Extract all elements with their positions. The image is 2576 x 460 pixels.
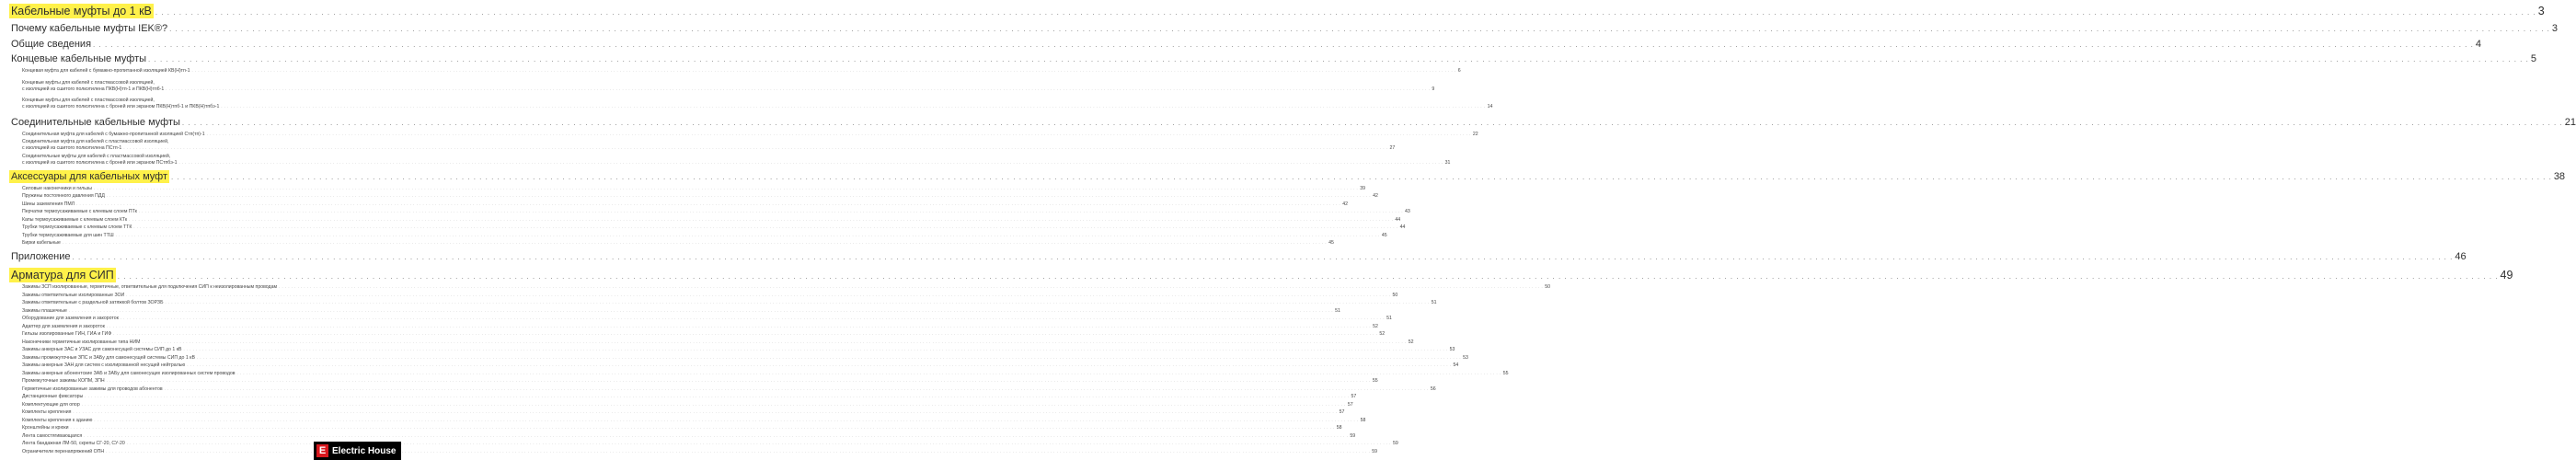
toc-entry-line: Соединительная муфта для кабелей с пластмассовой изоляцией, bbox=[22, 139, 169, 144]
toc-entry[interactable] bbox=[0, 394, 1357, 399]
toc-entry[interactable] bbox=[0, 425, 1342, 431]
dot-leader bbox=[107, 378, 1371, 383]
toc-page-number: 6 bbox=[1457, 68, 1461, 74]
toc-entry-line: Концевые муфты для кабелей с пластмассовой изоляцией, bbox=[22, 80, 155, 86]
dot-leader bbox=[113, 331, 1377, 336]
toc-section[interactable] bbox=[0, 5, 2545, 17]
toc-entry-title: Зажимы плашечные bbox=[22, 308, 67, 314]
toc-page-number: 9 bbox=[1432, 86, 1435, 92]
toc-title-wrap bbox=[22, 378, 105, 384]
toc-entry[interactable] bbox=[0, 300, 1437, 305]
toc-entry-title: Гильзы изолированные ГИН, ГИА и ГИФ bbox=[22, 331, 112, 337]
toc-page-number: 4 bbox=[2475, 39, 2481, 50]
toc-entry[interactable] bbox=[0, 224, 1406, 230]
toc-page-number: 21 bbox=[2564, 117, 2576, 128]
toc-page-number: 52 bbox=[1379, 331, 1386, 337]
toc-entry[interactable] bbox=[0, 233, 1387, 238]
toc-page-number: 59 bbox=[1372, 449, 1378, 454]
dot-leader bbox=[116, 233, 1380, 237]
dot-leader bbox=[84, 433, 1348, 438]
toc-title-wrap bbox=[22, 240, 61, 246]
toc-title-wrap bbox=[22, 425, 69, 431]
toc-page-number: 58 bbox=[1360, 418, 1366, 423]
electric-house-logo bbox=[314, 442, 401, 460]
toc-entry-title: Зажимы ответвительные с раздельной затяжкой болтов ЗОРЗБ bbox=[22, 300, 164, 305]
toc-page-number: 39 bbox=[1360, 186, 1365, 191]
toc-entry[interactable] bbox=[0, 331, 1386, 337]
toc-entry-title: Пружины постоянного давления ПДД bbox=[22, 193, 105, 199]
toc-entry-title: Перчатки термоусаживаемые с клеевым слоем ПТк bbox=[22, 209, 137, 214]
toc-page-number: 59 bbox=[1393, 441, 1398, 446]
toc-entry[interactable] bbox=[0, 217, 1401, 223]
toc-page-number: 53 bbox=[1463, 355, 1468, 361]
toc-entry[interactable] bbox=[0, 132, 1478, 137]
toc-title-wrap bbox=[22, 433, 82, 439]
toc-title-wrap bbox=[22, 394, 83, 399]
toc-title-wrap bbox=[22, 316, 119, 321]
toc-entry-title: Силовые наконечники и гильзы bbox=[22, 186, 93, 191]
toc-entry-multiline[interactable] bbox=[0, 98, 1493, 109]
dot-leader bbox=[73, 253, 2454, 261]
toc-entry[interactable] bbox=[0, 293, 1398, 298]
toc-page-number: 45 bbox=[1328, 240, 1334, 246]
toc-page-number: 59 bbox=[1350, 433, 1356, 439]
toc-entry-title: Трубки термоусаживаемые с клеевым слоем ТТК bbox=[22, 224, 132, 230]
toc-entry-title: Зажимы ответвительные изолированные ЗОИ bbox=[22, 293, 125, 298]
toc-page-number: 55 bbox=[1502, 371, 1509, 376]
toc-page-number: 57 bbox=[1347, 402, 1353, 408]
dot-leader bbox=[237, 371, 1501, 375]
toc-entry[interactable] bbox=[0, 347, 1455, 352]
toc-title-wrap bbox=[22, 371, 236, 376]
toc-entry-multiline[interactable] bbox=[0, 139, 1396, 151]
toc-page-number: 57 bbox=[1351, 394, 1357, 399]
dot-leader bbox=[123, 145, 1387, 152]
toc-entry-title: Ограничители перенапряжений ОПН bbox=[22, 449, 105, 454]
dot-leader bbox=[107, 193, 1371, 198]
toc-entry-title: Промежуточные зажимы КОПМ, ЗПН bbox=[22, 378, 105, 384]
brand-mark-icon: E bbox=[316, 444, 328, 457]
dot-leader bbox=[69, 308, 1333, 313]
dot-leader bbox=[165, 300, 1429, 305]
toc-section[interactable] bbox=[0, 117, 2576, 128]
toc-section-title: Почему кабельные муфты IEK®? bbox=[11, 23, 168, 34]
toc-page-number: 50 bbox=[1392, 293, 1398, 298]
toc-page-number: 38 bbox=[2553, 171, 2566, 182]
dot-leader bbox=[279, 284, 1543, 289]
toc-section-title: Кабельные муфты до 1 кВ bbox=[11, 5, 152, 17]
dot-leader bbox=[142, 339, 1406, 344]
toc-title-wrap bbox=[22, 339, 140, 345]
toc-section[interactable] bbox=[0, 23, 2559, 34]
toc-page-number: 44 bbox=[1395, 217, 1401, 223]
dot-leader bbox=[171, 173, 2552, 181]
toc-entry-multiline[interactable] bbox=[0, 154, 1451, 166]
toc-page-number: 44 bbox=[1399, 224, 1406, 230]
toc-entry[interactable] bbox=[0, 339, 1414, 345]
dot-leader bbox=[178, 160, 1443, 167]
toc-title-wrap bbox=[22, 441, 125, 446]
toc-entry-title: Наконечники герметичные изолированные типа НИМ bbox=[22, 339, 141, 345]
toc-title-wrap bbox=[11, 39, 91, 50]
toc-entry-title: Трубки термоусаживаемые для шин ТТШ bbox=[22, 233, 114, 238]
toc-entry-multiline[interactable] bbox=[0, 80, 1435, 92]
dot-leader bbox=[166, 86, 1430, 93]
dot-leader bbox=[106, 449, 1370, 454]
toc-entry[interactable] bbox=[0, 324, 1378, 329]
toc-page-number: 45 bbox=[1381, 233, 1387, 238]
toc-entry[interactable] bbox=[0, 378, 1378, 384]
toc-entry-title: Комплекты крепления к зданию bbox=[22, 418, 93, 423]
toc-entry-title: Шины заземления ПМЛ bbox=[22, 201, 75, 207]
dot-leader bbox=[71, 425, 1335, 430]
dot-leader bbox=[121, 316, 1385, 320]
toc-title-wrap bbox=[22, 308, 67, 314]
toc-entry[interactable] bbox=[0, 371, 1509, 376]
toc-page-number: 52 bbox=[1408, 339, 1414, 345]
dot-leader bbox=[82, 402, 1346, 407]
toc-section-title: Приложение bbox=[11, 251, 71, 262]
toc-entry-title: Комплектующие для опор bbox=[22, 402, 80, 408]
toc-title-wrap bbox=[22, 193, 105, 199]
toc-title-wrap bbox=[22, 68, 190, 74]
toc-page-number: 3 bbox=[2537, 5, 2545, 17]
toc-page-number: 49 bbox=[2500, 269, 2513, 282]
brand-name: Electric House bbox=[332, 445, 397, 456]
toc-entry-title: Кронштейны и крюки bbox=[22, 425, 69, 431]
toc-title-wrap bbox=[22, 186, 92, 191]
toc-page-number: 53 bbox=[1449, 347, 1455, 352]
toc-section[interactable] bbox=[0, 53, 2536, 64]
dot-leader bbox=[197, 355, 1461, 360]
toc-entry[interactable] bbox=[0, 402, 1353, 408]
toc-title-wrap bbox=[22, 402, 80, 408]
toc-section[interactable] bbox=[0, 39, 2481, 50]
toc-page-number: 42 bbox=[1342, 201, 1349, 207]
toc-entry-title: Лента самостягивающаяся bbox=[22, 433, 83, 439]
dot-leader bbox=[187, 362, 1451, 367]
toc-entry[interactable] bbox=[0, 386, 1436, 392]
toc-page-number: 57 bbox=[1339, 409, 1345, 415]
toc-title-wrap bbox=[22, 418, 92, 423]
dot-leader bbox=[183, 347, 1447, 351]
toc-entry-title: Капы термоусаживаемые с клеевым слоем КТк bbox=[22, 217, 128, 223]
toc-page-number: 22 bbox=[1472, 132, 1478, 137]
toc-section[interactable] bbox=[0, 269, 2513, 282]
dot-leader bbox=[94, 418, 1358, 422]
toc-title-wrap bbox=[11, 117, 180, 128]
toc-title-wrap bbox=[22, 217, 127, 223]
toc-entry-title: Зажимы промежуточные ЗПС и ЗАБу для самонесущей системы СИП до 1 кВ bbox=[22, 355, 195, 361]
toc-entry-title: Адаптер для заземления и закороток bbox=[22, 324, 105, 329]
toc-page-number: 46 bbox=[2455, 251, 2467, 262]
toc-title-wrap bbox=[11, 269, 116, 282]
toc-title-wrap bbox=[22, 324, 105, 329]
dot-leader bbox=[155, 8, 2536, 17]
toc-title-wrap bbox=[11, 23, 167, 34]
toc-entry[interactable] bbox=[0, 355, 1468, 361]
toc-page-number: 14 bbox=[1487, 103, 1493, 109]
toc-entry-title: Зажимы анкерные абонентские ЗАБ и ЗАБу для самонесущих изолированных систем проводов bbox=[22, 371, 236, 376]
toc-page-number: 56 bbox=[1430, 386, 1436, 392]
toc-entry-line: Концевые муфты для кабелей с пластмассовой изоляцией, bbox=[22, 98, 155, 103]
dot-leader bbox=[73, 409, 1337, 414]
toc-section[interactable] bbox=[0, 251, 2467, 262]
toc-title-wrap bbox=[22, 293, 124, 298]
toc-page-number: 51 bbox=[1431, 300, 1437, 305]
toc-page-number: 42 bbox=[1373, 193, 1378, 199]
toc-entry[interactable] bbox=[0, 409, 1345, 415]
toc-title-wrap bbox=[22, 355, 195, 361]
dot-leader bbox=[76, 201, 1340, 206]
toc-title-wrap bbox=[22, 300, 163, 305]
toc-title-wrap bbox=[11, 53, 146, 64]
dot-leader bbox=[191, 68, 1455, 73]
toc-entry-title: Герметичные изолированные зажимы для проводов абонентов bbox=[22, 386, 163, 392]
toc-page-number: 50 bbox=[1545, 284, 1551, 290]
toc-title-wrap bbox=[22, 386, 163, 392]
toc-title-wrap bbox=[11, 251, 71, 262]
dot-leader bbox=[126, 293, 1390, 297]
toc-page-number: 27 bbox=[1389, 144, 1396, 151]
dot-leader bbox=[107, 324, 1371, 328]
toc-page-number: 55 bbox=[1372, 378, 1378, 384]
toc-title-wrap bbox=[22, 449, 104, 454]
toc-title-wrap bbox=[22, 224, 132, 230]
toc-page-number: 58 bbox=[1336, 425, 1342, 431]
toc-entry-line: с изоляцией из сшитого полиэтилена ПСтп-1 bbox=[22, 144, 122, 151]
toc-title-wrap bbox=[22, 201, 75, 207]
toc-page-number: 5 bbox=[2530, 53, 2536, 64]
dot-leader bbox=[165, 386, 1429, 391]
dot-leader bbox=[94, 186, 1358, 190]
toc-entry[interactable] bbox=[0, 316, 1392, 321]
toc-entry[interactable] bbox=[0, 418, 1366, 423]
dot-leader bbox=[85, 394, 1349, 398]
toc-entry[interactable] bbox=[0, 209, 1410, 214]
toc-entry[interactable] bbox=[0, 201, 1349, 207]
dot-leader bbox=[133, 224, 1397, 229]
toc-section-title: Аксессуары для кабельных муфт bbox=[11, 171, 168, 182]
toc-entry[interactable] bbox=[0, 68, 1461, 74]
toc-page-number: 43 bbox=[1405, 209, 1410, 214]
toc-section-title: Концевые кабельные муфты bbox=[11, 53, 147, 64]
toc-entry-title: Оборудование для заземления и закороток bbox=[22, 316, 119, 321]
dot-leader bbox=[148, 55, 2529, 63]
dot-leader bbox=[63, 240, 1327, 245]
toc-section[interactable] bbox=[0, 171, 2566, 182]
dot-leader bbox=[129, 217, 1393, 222]
toc-entry[interactable] bbox=[0, 308, 1340, 314]
toc-entry-title: Комплекты крепления bbox=[22, 409, 72, 415]
toc-entry[interactable] bbox=[0, 284, 1551, 290]
toc-page-number: 54 bbox=[1453, 362, 1459, 368]
toc-page-number: 3 bbox=[2551, 23, 2559, 34]
toc-page-number: 52 bbox=[1373, 324, 1378, 329]
toc-title-wrap bbox=[22, 347, 181, 352]
toc-section-title: Арматура для СИП bbox=[11, 269, 114, 282]
toc-title-wrap bbox=[11, 5, 154, 17]
toc-entry-line: Соединительные муфты для кабелей с пластмассовой изоляцией, bbox=[22, 154, 171, 159]
toc-page-number: 31 bbox=[1444, 159, 1451, 166]
dot-leader bbox=[93, 40, 2474, 49]
toc-entry-title: Концевая муфта для кабелей с бумажно-пропитанной изоляцией КВ(Н)тп-1 bbox=[22, 68, 190, 74]
toc-entry-title: Зажимы анкерные ЗАС и УЗАС для самонесущей системы СИП до 1 кВ bbox=[22, 347, 182, 352]
toc-entry-title: Бирки кабельные bbox=[22, 240, 61, 246]
dot-leader bbox=[207, 132, 1471, 136]
toc-title-wrap bbox=[22, 284, 277, 290]
dot-leader bbox=[221, 104, 1485, 110]
toc-page-number: 51 bbox=[1335, 308, 1340, 314]
toc-entry-line: с изоляцией из сшитого полиэтилена с броней или экраном ПСтпбэ-1 bbox=[22, 159, 178, 166]
toc-title-wrap bbox=[22, 233, 114, 238]
toc-entry-title: Соединительная муфта для кабелей с бумажно-пропитанной изоляцией Стп(тп)-1 bbox=[22, 132, 205, 137]
toc-page-number: 51 bbox=[1386, 316, 1392, 321]
dot-leader bbox=[118, 272, 2499, 281]
toc-entry-line: с изоляцией из сшитого полиэтилена ПКВ(Н)тп-1 и ПКВ(Н)тпб-1 bbox=[22, 86, 165, 92]
toc-entry[interactable] bbox=[0, 186, 1365, 191]
toc-entry[interactable] bbox=[0, 362, 1459, 368]
toc-title-wrap bbox=[22, 331, 111, 337]
toc-title-wrap bbox=[22, 209, 137, 214]
toc-title-wrap bbox=[22, 409, 71, 415]
toc-entry[interactable] bbox=[0, 193, 1378, 199]
toc-entry-title: Зажимы анкерные ЗАН для систем с изолированной несущей нейтралью bbox=[22, 362, 186, 368]
toc-entry-title: Лента бандажная ЛМ-50, скрепы СГ-20, СУ-20 bbox=[22, 441, 125, 446]
dot-leader bbox=[182, 119, 2563, 127]
toc-entry-title: Зажимы ЗСП изолированные, герметичные, ответвительные для подключения СИП к неизолированным проводам bbox=[22, 284, 278, 290]
dot-leader bbox=[169, 25, 2550, 33]
toc-entry-line: с изоляцией из сшитого полиэтилена с броней или экраном ПКВ(Н)тпб-1 и ПКВ(Н)тпбэ-1 bbox=[22, 103, 220, 109]
toc-section-title: Общие сведения bbox=[11, 39, 92, 50]
dot-leader bbox=[139, 209, 1403, 213]
toc-title-wrap bbox=[11, 171, 169, 182]
toc-title-wrap bbox=[22, 132, 205, 137]
toc-title-wrap bbox=[22, 362, 185, 368]
toc-entry[interactable] bbox=[0, 240, 1334, 246]
toc-entry[interactable] bbox=[0, 433, 1356, 439]
toc-section-title: Соединительные кабельные муфты bbox=[11, 117, 180, 128]
toc-entry-title: Дистанционные фиксаторы bbox=[22, 394, 84, 399]
